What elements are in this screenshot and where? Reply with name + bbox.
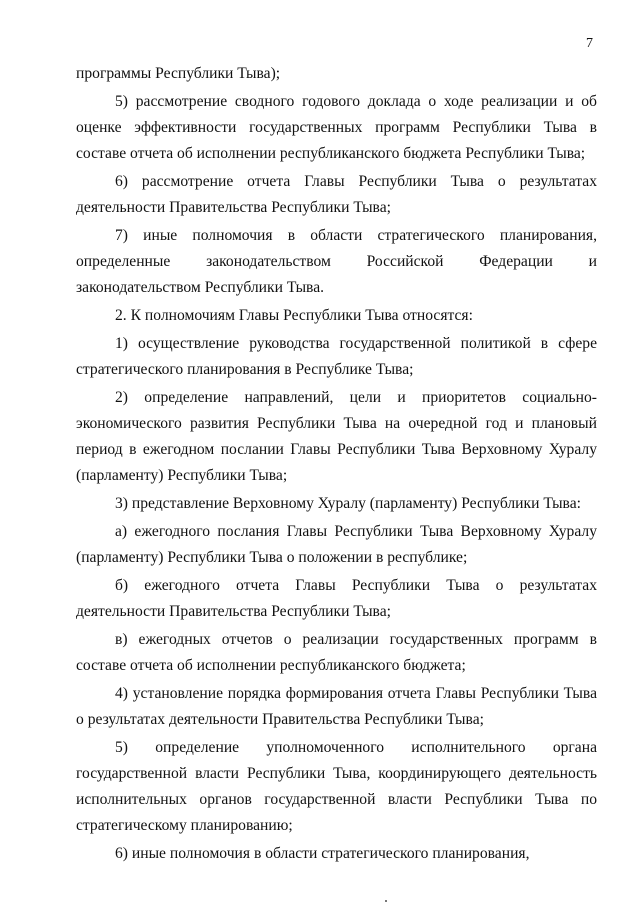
paragraph-item-6-review-head-report: 6) рассмотрение отчета Главы Республики Тыва о результатах деятельности Правительства Республики Тыва; (76, 173, 597, 216)
paragraph-subitem-a: а) ежегодного послания Главы Республики Тыва Верховному Хуралу (парламенту) Республики Тыва о положении в республике; (76, 523, 597, 566)
paragraph-section-2-heading: 2. К полномочиям Главы Республики Тыва относятся: (115, 307, 473, 324)
paragraph-item-4-report-procedure: 4) установление порядка формирования отчета Главы Республики Тыва о результатах деятельности Правительства Республики Тыва; (76, 685, 597, 728)
paragraph-item-5-authorized-body: 5) определение уполномоченного исполнительного органа государственной власти Республики Тыва, координирующего деятельность исполнительных органов государственной власти Республики Тыва по стратегическому планированию; (76, 739, 597, 834)
paragraph-continuation: программы Республики Тыва); (76, 65, 281, 82)
paragraph-item-2-directions: 2) определение направлений, цели и приоритетов социально-экономического развития Республики Тыва на очередной год и плановый период в ежегодном послании Главы Республики Тыва Верховному Хуралу (парламенту) Республики Тыва; (76, 389, 597, 484)
paragraph-item-6-other-powers: 6) иные полномочия в области стратегического планирования, (115, 845, 530, 862)
paragraph-item-5-review-report: 5) рассмотрение сводного годового доклада о ходе реализации и об оценке эффективности государственных программ Республики Тыва в составе отчета об исполнении республиканского бюджета Республики Тыва; (76, 93, 597, 162)
page-number: 7 (586, 36, 593, 51)
scan-speck (385, 900, 387, 902)
document-body (76, 61, 597, 869)
paragraph-subitem-b: б) ежегодного отчета Главы Республики Тыва о результатах деятельности Правительства Республики Тыва; (76, 577, 597, 620)
paragraph-item-7-other-powers: 7) иные полномочия в области стратегического планирования, определенные законодательством Российской Федерации и законодательством Республики Тыва. (76, 227, 597, 296)
paragraph-item-1-leadership: 1) осуществление руководства государственной политикой в сфере стратегического планирования в Республике Тыва; (76, 335, 597, 378)
paragraph-item-3-presentation: 3) представление Верховному Хуралу (парламенту) Республики Тыва: (115, 495, 581, 512)
paragraph-subitem-v: в) ежегодных отчетов о реализации государственных программ в составе отчета об исполнении республиканского бюджета; (76, 631, 597, 674)
